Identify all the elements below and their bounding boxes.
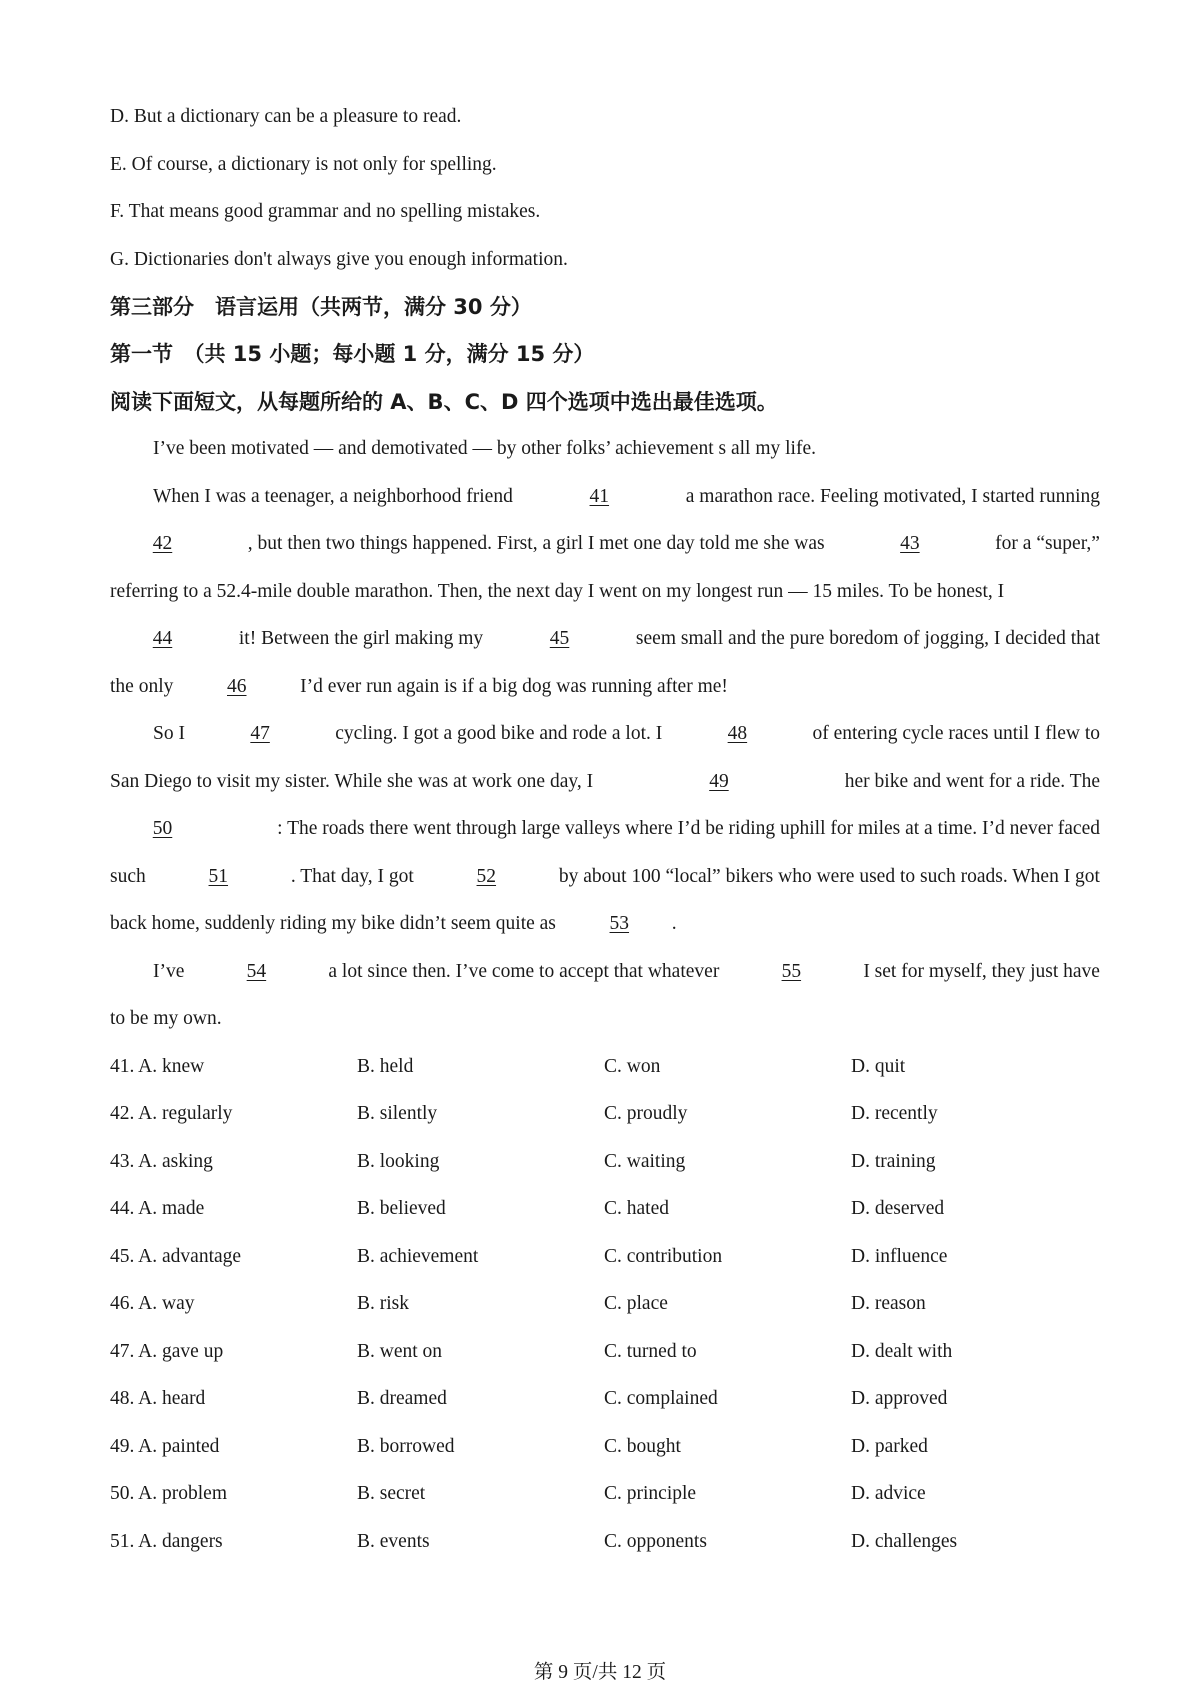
- choice-b: B. went on: [357, 1341, 443, 1362]
- choice-a: 48. A. heard: [110, 1388, 206, 1409]
- blank-43: 43: [900, 533, 920, 554]
- passage-line: [110, 624, 1100, 654]
- blank-52: 52: [476, 866, 497, 887]
- passage-text: . That day, I got: [290, 866, 414, 887]
- choice-d: D. dealt with: [851, 1341, 953, 1362]
- passage-text: by about 100 “local” bikers who were used to such roads. When I got: [558, 866, 1100, 887]
- blank-44: 44: [152, 628, 173, 649]
- choice-a: 41. A. knew: [110, 1056, 205, 1077]
- passage-text: : The roads there went through large valleys where I’d be riding uphill for miles at a time. I’d never faced: [277, 818, 1100, 839]
- passage-line: [110, 672, 1100, 702]
- passage-line: [153, 719, 1100, 749]
- passage-line: [153, 482, 1100, 512]
- choice-c: C. won: [604, 1056, 661, 1077]
- blank-41: 41: [589, 486, 610, 507]
- choice-d: D. deserved: [851, 1198, 945, 1219]
- passage-line: [110, 909, 1100, 939]
- choice-d: D. approved: [851, 1388, 948, 1409]
- passage-text: So I: [153, 723, 185, 744]
- choice-b: B. borrowed: [357, 1436, 455, 1457]
- choice-c: C. waiting: [604, 1151, 686, 1172]
- passage-text: her bike and went for a ride. The: [844, 771, 1100, 792]
- choice-b: B. dreamed: [357, 1388, 447, 1409]
- choice-a: 46. A. way: [110, 1293, 195, 1314]
- choice-c: C. opponents: [604, 1531, 707, 1552]
- passage-text: seem small and the pure boredom of jogging, I decided that: [635, 628, 1100, 649]
- choice-a: 45. A. advantage: [110, 1246, 242, 1267]
- blank-42: 42: [152, 533, 173, 554]
- blank-45: 45: [549, 628, 570, 649]
- passage-text: such: [110, 866, 146, 887]
- blank-55: 55: [781, 961, 802, 982]
- passage-text: of entering cycle races until I flew to: [812, 723, 1100, 744]
- passage-text: San Diego to visit my sister. While she was at work one day, I: [110, 771, 594, 792]
- passage-text: , but then two things happened. First, a girl I met one day told me she was: [247, 533, 825, 554]
- choice-b: B. risk: [357, 1293, 410, 1314]
- option-e: E. Of course, a dictionary is not only for spelling.: [110, 154, 497, 175]
- passage-line: referring to a 52.4-mile double marathon. Then, the next day I went on my longest run — 15 miles. To be honest, I: [110, 581, 1005, 602]
- choice-c: C. proudly: [604, 1103, 688, 1124]
- choice-d: D. reason: [851, 1293, 926, 1314]
- choice-a: 44. A. made: [110, 1198, 205, 1219]
- blank-48: 48: [727, 723, 748, 744]
- passage-text: the only: [110, 676, 174, 697]
- passage-text: a lot since then. I’ve come to accept that whatever: [328, 961, 720, 982]
- choice-b: B. looking: [357, 1151, 440, 1172]
- choice-d: D. training: [851, 1151, 936, 1172]
- passage-line: [110, 529, 1100, 559]
- passage-text: I set for myself, they just have: [863, 961, 1100, 982]
- passage-line: [110, 767, 1100, 797]
- passage-text: I’ve: [153, 961, 185, 982]
- passage-line: [110, 862, 1100, 892]
- choice-c: C. complained: [604, 1388, 718, 1409]
- blank-51: 51: [208, 866, 229, 887]
- passage-text: When I was a teenager, a neighborhood friend: [153, 486, 513, 507]
- passage-line: to be my own.: [110, 1008, 222, 1029]
- choice-c: C. hated: [604, 1198, 669, 1219]
- instruction: 阅读下面短文，从每题所给的 A、B、C、D 四个选项中选出最佳选项。: [110, 390, 778, 414]
- choice-a: 43. A. asking: [110, 1151, 213, 1172]
- choice-d: D. influence: [851, 1246, 948, 1267]
- choice-b: B. secret: [357, 1483, 426, 1504]
- choice-b: B. events: [357, 1531, 430, 1552]
- option-d: D. But a dictionary can be a pleasure to read.: [110, 106, 462, 127]
- passage-text: it! Between the girl making my: [238, 628, 484, 649]
- choice-c: C. principle: [604, 1483, 697, 1504]
- passage-text: back home, suddenly riding my bike didn’t seem quite as: [110, 913, 556, 934]
- choice-d: D. parked: [851, 1436, 928, 1457]
- choice-d: D. advice: [851, 1483, 926, 1504]
- choice-d: D. challenges: [851, 1531, 958, 1552]
- choice-d: D. recently: [851, 1103, 938, 1124]
- choice-a: 42. A. regularly: [110, 1103, 233, 1124]
- choice-b: B. silently: [357, 1103, 438, 1124]
- choice-d: D. quit: [851, 1056, 906, 1077]
- passage-text: for a “super,”: [995, 533, 1100, 554]
- passage-line: [153, 957, 1100, 987]
- page-footer: 第 9 页/共 12 页: [533, 1662, 667, 1683]
- choice-a: 47. A. gave up: [110, 1341, 224, 1362]
- choice-a: 51. A. dangers: [110, 1531, 223, 1552]
- blank-49: 49: [709, 771, 729, 792]
- blank-46: 46: [227, 676, 247, 697]
- choice-c: C. bought: [604, 1436, 681, 1457]
- blank-53: 53: [609, 913, 630, 934]
- passage-text: a marathon race. Feeling motivated, I started running: [685, 486, 1100, 507]
- choice-b: B. believed: [357, 1198, 446, 1219]
- passage-text: I’d ever run again is if a big dog was running after me!: [300, 676, 728, 697]
- subsection-title: 第一节 （共 15 小题；每小题 1 分，满分 15 分）: [110, 342, 595, 366]
- blank-47: 47: [250, 723, 270, 744]
- option-f: F. That means good grammar and no spelling mistakes.: [110, 201, 541, 222]
- choice-b: B. held: [357, 1056, 414, 1077]
- passage-line: I’ve been motivated — and demotivated — by other folks’ achievement s all my life.: [153, 438, 816, 459]
- choice-c: C. contribution: [604, 1246, 723, 1267]
- choice-a: 49. A. painted: [110, 1436, 220, 1457]
- choice-c: C. place: [604, 1293, 668, 1314]
- blank-50: 50: [152, 818, 173, 839]
- choice-a: 50. A. problem: [110, 1483, 227, 1504]
- passage-line: [110, 814, 1100, 844]
- passage-text: cycling. I got a good bike and rode a lot. I: [335, 723, 663, 744]
- option-g: G. Dictionaries don't always give you enough information.: [110, 249, 568, 270]
- choice-b: B. achievement: [357, 1246, 479, 1267]
- passage-text: .: [671, 913, 677, 934]
- choice-c: C. turned to: [604, 1341, 697, 1362]
- blank-54: 54: [246, 961, 267, 982]
- section-title: 第三部分 语言运用（共两节，满分 30 分）: [110, 295, 532, 319]
